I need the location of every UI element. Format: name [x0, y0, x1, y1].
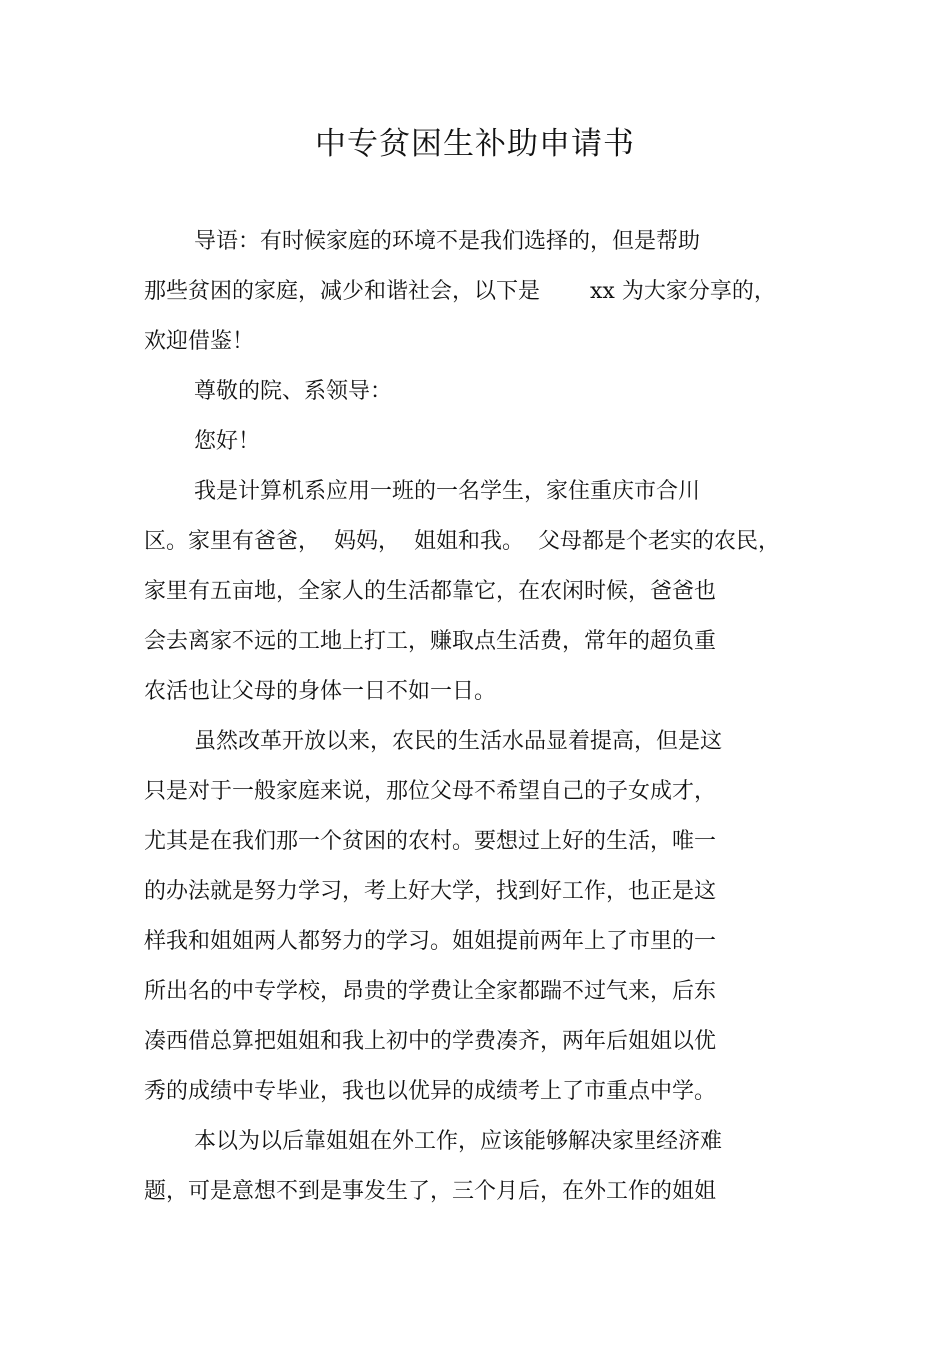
- paragraph-line: [144, 527, 780, 557]
- paragraph-text: xx 为大家分享的，: [590, 279, 776, 304]
- paragraph-line: 只是对于一般家庭来说，那位父母不希望自己的子女成才，: [144, 779, 717, 804]
- paragraph-line: 欢迎借鉴！: [144, 329, 255, 354]
- paragraph-line: 所出名的中专学校，昂贵的学费让全家都踹不过气来，后东: [144, 979, 717, 1004]
- paragraph-line: 尤其是在我们那一个贫困的农村。要想过上好的生活，唯一: [144, 829, 717, 854]
- salutation: 尊敬的院、系领导：: [194, 379, 393, 404]
- paragraph-text: 父母都是个老实的农民，: [538, 529, 781, 554]
- paragraph-line: 秀的成绩中专毕业，我也以优异的成绩考上了市重点中学。: [144, 1079, 717, 1104]
- paragraph-line: [144, 277, 776, 307]
- paragraph-line: 家里有五亩地，全家人的生活都靠它，在农闲时候，爸爸也: [144, 579, 717, 604]
- paragraph-line: 会去离家不远的工地上打工，赚取点生活费，常年的超负重: [144, 629, 717, 654]
- paragraph-text: 妈妈，: [334, 529, 401, 554]
- paragraph-line: 凑西借总算把姐姐和我上初中的学费凑齐，两年后姐姐以优: [144, 1029, 717, 1054]
- paragraph-line: 题，可是意想不到是事发生了，三个月后，在外工作的姐姐: [144, 1179, 717, 1204]
- paragraph-line: 我是计算机系应用一班的一名学生，家住重庆市合川: [194, 479, 701, 504]
- paragraph-text: 区。家里有爸爸，: [144, 529, 321, 554]
- paragraph-text: 那些贫困的家庭，减少和谐社会，以下是: [144, 279, 541, 304]
- paragraph-line: 本以为以后靠姐姐在外工作，应该能够解决家里经济难: [194, 1129, 723, 1154]
- paragraph-text: 姐姐和我。: [414, 529, 525, 554]
- paragraph-line: 虽然改革开放以来，农民的生活水品显着提高，但是这: [194, 729, 723, 754]
- paragraph-line: 农活也让父母的身体一日不如一日。: [144, 679, 497, 704]
- document-title: 中专贫困生补助申请书: [315, 126, 635, 162]
- paragraph-line: 的办法就是努力学习，考上好大学，找到好工作，也正是这: [144, 879, 717, 904]
- greeting: 您好！: [194, 429, 261, 454]
- paragraph-line: 导语：有时候家庭的环境不是我们选择的，但是帮助: [194, 229, 701, 254]
- paragraph-line: 样我和姐姐两人都努力的学习。姐姐提前两年上了市里的一: [144, 929, 717, 954]
